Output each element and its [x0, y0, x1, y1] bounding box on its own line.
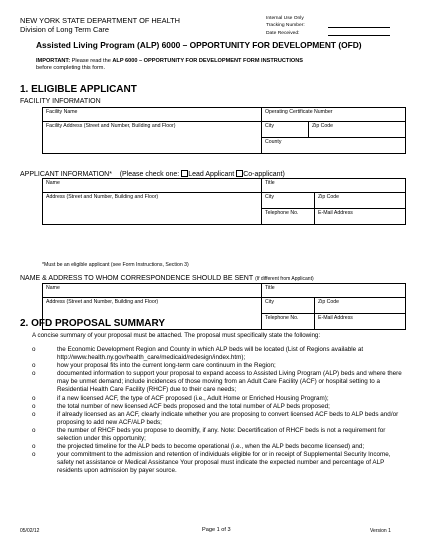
list-item-text: the projected timeline for the ALP beds to become operational (i.e., when the ALP beds become licensed) and;: [57, 443, 365, 451]
bullet-marker: o: [32, 410, 36, 418]
agency-header: [20, 16, 180, 34]
bullet-marker: o: [32, 362, 36, 370]
division-name: Division of Long Term Care: [20, 25, 110, 34]
correspondence-zip-cell[interactable]: [315, 298, 406, 314]
list-item: [32, 411, 402, 427]
correspondence-email-cell[interactable]: [315, 314, 406, 330]
important-text-1: Please read the: [70, 58, 113, 64]
lead-applicant-label: Lead Applicant: [188, 171, 235, 178]
important-note: [36, 58, 416, 72]
applicant-info-heading: [20, 170, 285, 178]
applicant-phone-cell[interactable]: [262, 209, 315, 225]
footer-version: Version 1: [370, 528, 391, 534]
facility-city-cell[interactable]: [262, 122, 309, 138]
date-received-row: [266, 30, 390, 37]
tracking-number-field[interactable]: [328, 22, 390, 28]
list-item-text: the total number of new licensed ACF beds proposed and the total number of ALP beds proposed;: [57, 402, 330, 410]
bullet-marker: o: [32, 451, 36, 459]
applicant-email-cell[interactable]: [315, 209, 406, 225]
applicant-info-table: [42, 178, 406, 225]
correspondence-label: NAME & ADDRESS TO WHOM CORRESPONDENCE SHOULD BE SENT: [20, 275, 254, 282]
date-received-field[interactable]: [328, 30, 390, 36]
correspondence-city-label: City: [265, 299, 274, 305]
correspondence-zip-label: Zip Code: [318, 299, 340, 305]
correspondence-address-label: Address (Street and Number, Building and Floor): [46, 299, 159, 305]
correspondence-note: (If different from Applicant): [255, 276, 314, 282]
list-item-text: if already licensed as an ACF, clearly indicate whether you are proposing to convert licensed ACF beds to ALP beds and/or proposing to add new ACF/ALP beds;: [57, 410, 399, 426]
list-item: [32, 346, 402, 362]
co-applicant-label: Co-applicant): [243, 171, 285, 178]
proposal-intro: A concise summary of your proposal must be attached. The proposal must specifically state the following:: [32, 332, 321, 339]
applicant-address-label: Address (Street and Number, Building and Floor): [46, 194, 159, 200]
facility-zip-cell[interactable]: [309, 122, 406, 138]
section-2-title: 2. OFD PROPOSAL SUMMARY: [20, 318, 166, 329]
document-title: Assisted Living Program (ALP) 6000 – OPPORTUNITY FOR DEVELOPMENT (OFD): [36, 40, 362, 50]
list-item: [32, 443, 402, 451]
bullet-marker: o: [32, 443, 36, 451]
important-text-2: before completing this form.: [36, 65, 106, 71]
list-item: [32, 395, 402, 403]
applicant-footnote: *Must be an eligible applicant (see Form Instructions, Section 3): [42, 262, 189, 268]
bullet-marker: o: [32, 370, 36, 378]
correspondence-city-cell[interactable]: [262, 298, 315, 314]
applicant-zip-cell[interactable]: [315, 193, 406, 209]
section-1-title: 1. ELIGIBLE APPLICANT: [20, 84, 137, 95]
list-item-text: the Economic Development Region and County in which ALP beds will be located (List of Regions available at http://www.health.ny.gov/health_care/medicaid/redesign/index.htm);: [57, 346, 364, 362]
list-item-text: documented information to support your proposal to expand access to Assisted Living Program (ALP) beds and where there may be unmet demand; include incidences of those moving from an Adult Care Facility (ACF) or hospital setting to a Residential Health Care Facility (RHCF) due to their care needs;: [57, 370, 402, 394]
correspondence-title-cell[interactable]: [262, 284, 406, 298]
footer-page-number: Page 1 of 3: [202, 527, 231, 533]
correspondence-title-label: Title: [265, 285, 275, 291]
tracking-number-label: Tracking Number:: [266, 23, 305, 29]
correspondence-email-label: E-Mail Address: [318, 315, 353, 321]
applicant-email-label: E-Mail Address: [318, 210, 353, 216]
list-item-text: the number of RHCF beds you propose to deomitfy, if any. Note: Decertification of RHCF beds is not a requirement for selection under this opportunity;: [57, 426, 386, 443]
applicant-title-label: Title: [265, 180, 275, 186]
bullet-marker: o: [32, 394, 36, 402]
list-item: [32, 427, 402, 443]
list-item-text: if a new licensed ACF, the type of ACF proposed (i.e., Adult Home or Enriched Housing Program);: [57, 394, 329, 402]
list-item-text: how your proposal fits into the current long-term care continuum in the Region;: [57, 362, 276, 370]
applicant-info-label: APPLICANT INFORMATION*: [20, 171, 112, 178]
applicant-phone-label: Telephone No.: [265, 210, 299, 216]
applicant-address-cell[interactable]: [43, 193, 262, 225]
applicant-city-cell[interactable]: [262, 193, 315, 209]
facility-info-heading: FACILITY INFORMATION: [20, 98, 101, 105]
proposal-requirements-list: [32, 346, 402, 476]
correspondence-heading: [20, 275, 314, 282]
internal-use-label: Internal Use Only: [266, 16, 304, 21]
facility-city-label: City: [265, 123, 274, 129]
tracking-number-row: [266, 22, 390, 29]
applicant-zip-label: Zip Code: [318, 194, 340, 200]
bullet-marker: o: [32, 346, 36, 353]
date-received-label: Date Received:: [266, 30, 300, 36]
internal-use-box: [266, 15, 390, 37]
applicant-name-label: Name: [46, 180, 60, 186]
facility-zip-label: Zip Code: [312, 123, 334, 129]
list-item: [32, 370, 402, 394]
important-bold-text: ALP 6000 – OPPORTUNITY FOR DEVELOPMENT FORM INSTRUCTIONS: [112, 58, 304, 64]
important-label: IMPORTANT:: [36, 58, 71, 64]
correspondence-name-label: Name: [46, 285, 60, 291]
operating-cert-label: Operating Certificate Number: [265, 109, 333, 115]
facility-info-table: [42, 107, 406, 154]
bullet-marker: o: [32, 402, 36, 410]
facility-county-label: County: [265, 139, 282, 145]
facility-name-cell[interactable]: [43, 108, 262, 122]
applicant-check-prompt: (Please check one:: [119, 171, 180, 178]
list-item: [32, 362, 402, 370]
bullet-marker: o: [32, 426, 36, 434]
list-item-text: your commitment to the admission and retention of individuals eligible for or in receipt of Supplemental Security Income, safety net assistance or Medical Assistance Your proposal must indicate the expected number and percentage of ALP residents upon admission by payer source.: [57, 451, 391, 475]
facility-name-label: Facility Name: [46, 109, 78, 115]
list-item: [32, 451, 402, 475]
facility-address-label: Facility Address (Street and Number, Building and Floor): [46, 123, 176, 129]
applicant-city-label: City: [265, 194, 274, 200]
facility-county-cell[interactable]: [262, 138, 406, 154]
correspondence-phone-cell[interactable]: [262, 314, 315, 330]
footer-date: 05/02/12: [20, 528, 40, 534]
operating-cert-cell[interactable]: [262, 108, 406, 122]
correspondence-name-cell[interactable]: [43, 284, 262, 298]
agency-name: NEW YORK STATE DEPARTMENT OF HEALTH: [20, 16, 181, 25]
facility-address-cell[interactable]: [43, 122, 262, 154]
applicant-name-cell[interactable]: [43, 179, 262, 193]
applicant-title-cell[interactable]: [262, 179, 406, 193]
correspondence-phone-label: Telephone No.: [265, 315, 299, 321]
list-item: [32, 403, 402, 411]
